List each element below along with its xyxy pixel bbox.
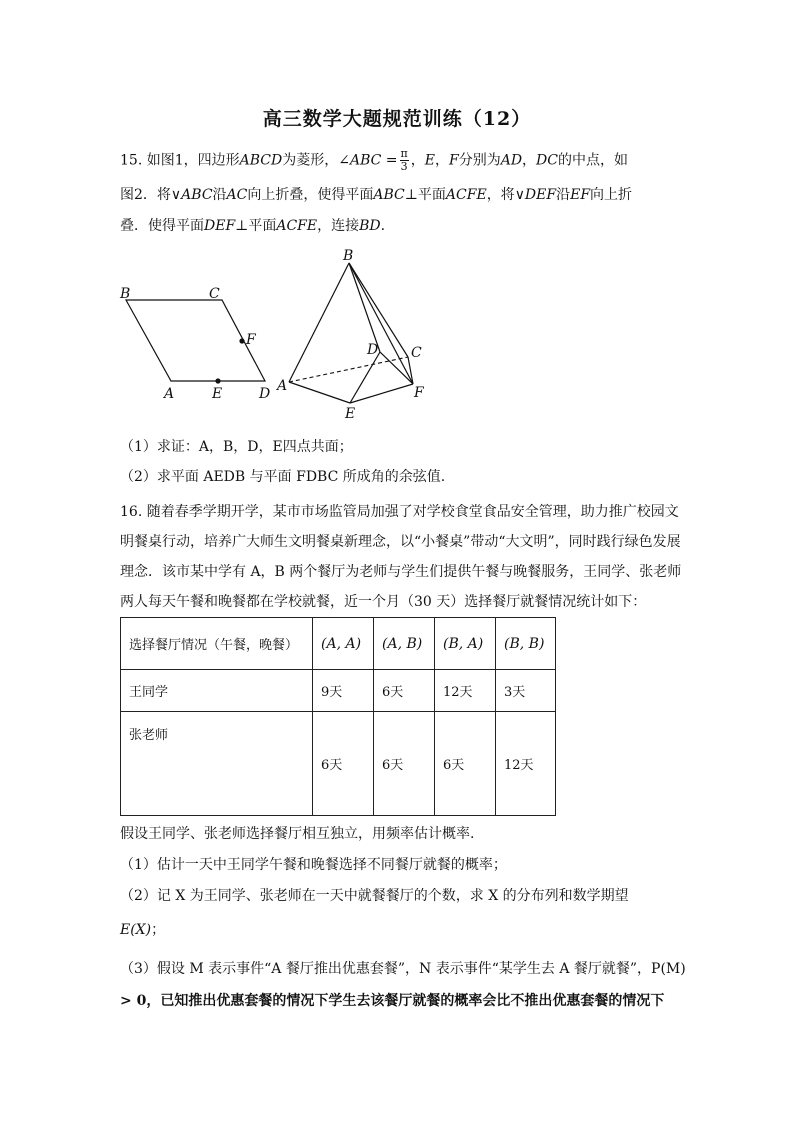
table-header-cell: 选择餐厅情况（午餐，晚餐） — [121, 618, 313, 670]
q15-text: 为菱形， — [282, 152, 339, 169]
q16-intro-3: 理念．该市某中学有 A，B 两个餐厅为老师与学生们提供午餐与晚餐服务，王同学、张老师 — [120, 564, 682, 580]
fig1-point-e — [215, 378, 220, 383]
fig1-point-f — [239, 338, 244, 343]
table-header-cell: (A, A) — [313, 618, 374, 670]
q15-text: 平面 — [417, 187, 446, 203]
q15-text: 平面 — [248, 218, 277, 234]
q15-text: 向上折叠，使得平面 — [247, 187, 374, 203]
q15-text: ，将 — [486, 187, 515, 203]
q15-math: EF — [570, 187, 591, 203]
fig2-edge-bd — [349, 263, 380, 352]
q15-math: ∠ABC = — [338, 152, 398, 169]
table-cell: 6天 — [313, 712, 374, 816]
q16-assumption: 假设王同学、张老师选择餐厅相互独立，用频率估计概率. — [120, 826, 475, 842]
perpendicular-symbol: ⊥ — [404, 187, 418, 203]
q15-text: 叠．使得平面 — [120, 218, 204, 234]
q15-line-3 — [120, 216, 680, 236]
fig1-label-a: A — [164, 386, 175, 402]
fig2-label-d: D — [367, 342, 379, 358]
q16-intro-2: 明餐桌行动，培养广大师生文明餐桌新理念，以“小餐桌”带动“大文明”，同时践行绿色发展 — [120, 534, 681, 550]
fig1-label-f: F — [246, 332, 256, 348]
table-header-cell: (B, B) — [496, 618, 556, 670]
q15-text: 的中点，如 — [557, 152, 628, 169]
q15-part-1: （1）求证：A，B，D，E四点共面； — [120, 439, 353, 455]
q15-text: 沿 — [212, 187, 227, 203]
table-row-name: 张老师 — [121, 712, 313, 816]
page-title: 高三数学大题规范训练（12） — [262, 108, 532, 130]
q15-text: 向上折 — [590, 187, 633, 203]
q16-part-3: （3）假设 M 表示事件“A 餐厅推出优惠套餐”，N 表示事件“某学生去 A 餐厅就餐”，P(M) — [120, 961, 686, 977]
q15-math: ACFE — [445, 187, 487, 203]
q15-math: DEF — [204, 218, 236, 234]
q15-math: AC — [226, 187, 248, 203]
fig2-label-e: E — [345, 406, 356, 422]
q16-part-3-cont: > 0，已知推出优惠套餐的情况下学生去该餐厅就餐的概率会比不推出优惠套餐的情况下 — [120, 993, 665, 1009]
q16-intro-1: 16. 随着春季学期开学，某市市场监管局加强了对学校食堂食品安全管理，助力推广校园文 — [120, 504, 679, 520]
q15-text: ， — [522, 152, 537, 169]
table-row — [121, 670, 556, 712]
fig2-label-c: C — [411, 345, 422, 361]
q15-line-2 — [120, 185, 680, 205]
dining-stats-table — [120, 617, 556, 816]
table-header-cell: (B, A) — [435, 618, 496, 670]
q15-math: DC — [536, 152, 558, 169]
q15-part-2: （2）求平面 AEDB 与平面 FDBC 所成角的余弦值. — [120, 469, 446, 485]
table-cell: 6天 — [435, 712, 496, 816]
fig2-label-b: B — [343, 248, 354, 264]
fig2-edge-bf — [349, 263, 413, 384]
q15-text: ， — [434, 152, 449, 169]
table-row-name: 王同学 — [121, 670, 313, 712]
expectation-symbol: E(X) — [120, 922, 152, 938]
q15-math: F — [448, 152, 459, 169]
q15-math: ABCD — [239, 152, 283, 169]
table-cell: 6天 — [374, 712, 435, 816]
geometry-figures — [0, 240, 794, 430]
fig1-label-e: E — [212, 386, 223, 402]
q15-math: ACFE — [276, 218, 318, 234]
pi-over-3-fraction — [400, 148, 409, 173]
q16-part-2: （2）记 X 为王同学、张老师在一天中就餐餐厅的个数，求 X 的分布列和数学期望 — [120, 888, 629, 904]
q16-intro-4: 两人每天午餐和晚餐都在学校就餐，近一个月（30 天）选择餐厅就餐情况统计如下： — [120, 594, 647, 610]
table-header-cell: (A, B) — [374, 618, 435, 670]
q16-text: ； — [151, 922, 166, 938]
perpendicular-symbol: ⊥ — [235, 218, 249, 234]
table-cell: 12天 — [496, 712, 556, 816]
q15-math: ∨DEF — [514, 187, 557, 203]
q15-math: AD — [500, 152, 523, 169]
fig2-label-a: A — [277, 378, 288, 394]
q16-part-1: （1）估计一天中王同学午餐和晚餐选择不同餐厅就餐的概率； — [120, 857, 507, 873]
table-cell: 3天 — [496, 670, 556, 712]
q15-math: ABC — [373, 187, 405, 203]
table-cell: 9天 — [313, 670, 374, 712]
q15-text: 图2．将 — [120, 187, 171, 203]
q16-part-2-cont — [120, 920, 680, 940]
q15-text: 15. 如图1，四边形 — [120, 152, 240, 169]
table-row — [121, 712, 556, 816]
fig1-label-d: D — [259, 386, 271, 402]
fig2-edge-bc — [349, 263, 408, 357]
q15-text: ，连接 — [317, 218, 360, 234]
fig2-edge-ba — [289, 263, 349, 382]
q15-math: E — [424, 152, 435, 169]
q15-text: . — [380, 218, 386, 234]
q15-math: BD — [359, 218, 381, 234]
fig2-label-f: F — [414, 385, 424, 401]
fraction-numerator: π — [400, 147, 408, 160]
table-cell: 6天 — [374, 670, 435, 712]
q15-text: ， — [410, 152, 425, 169]
q15-text: 沿 — [556, 187, 571, 203]
fig1-label-b: B — [120, 286, 131, 302]
q15-line-1 — [120, 148, 680, 173]
fig1-label-c: C — [209, 286, 220, 302]
fig2-edge-ac-dashed — [289, 357, 408, 382]
fig2-edge-ae — [289, 382, 350, 403]
fraction-denominator: 3 — [400, 160, 408, 173]
table-cell: 12天 — [435, 670, 496, 712]
table-header-row — [121, 618, 556, 670]
q15-text: 分别为 — [458, 152, 501, 169]
q15-math: ∨ABC — [170, 187, 213, 203]
